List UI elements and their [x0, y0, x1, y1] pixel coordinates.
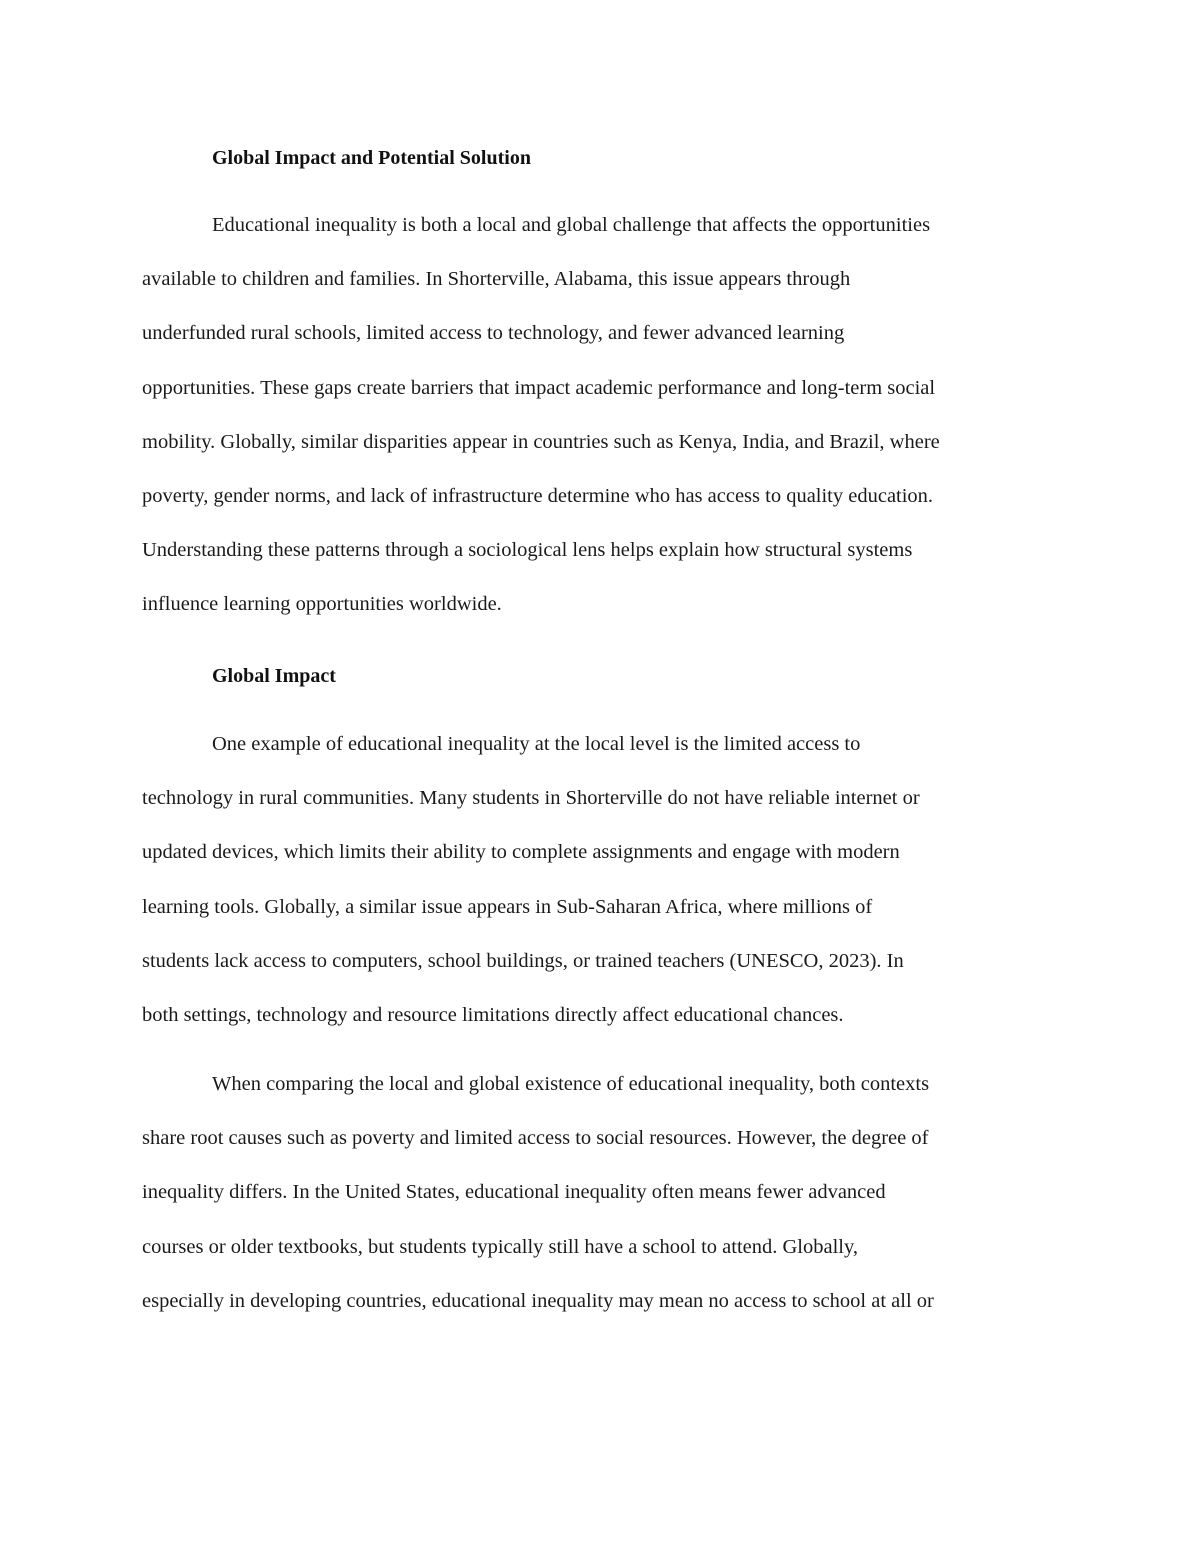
- paragraph-line: inequality differs. In the United States, educational inequality often means fewer advanced: [142, 1181, 886, 1204]
- paragraph-line: share root causes such as poverty and limited access to social resources. However, the degree of: [142, 1127, 929, 1150]
- paragraph-line: Educational inequality is both a local and global challenge that affects the opportunities: [212, 214, 931, 236]
- paragraph-line: mobility. Globally, similar disparities appear in countries such as Kenya, India, and Brazil, where: [142, 430, 940, 453]
- paragraph-line: learning tools. Globally, a similar issue appears in Sub-Saharan Africa, where millions of: [142, 895, 873, 918]
- paragraph-line: poverty, gender norms, and lack of infrastructure determine who has access to quality education.: [142, 484, 934, 507]
- paragraph-line: Understanding these patterns through a sociological lens helps explain how structural systems: [142, 539, 913, 562]
- paragraph-line: especially in developing countries, educational inequality may mean no access to school at all or: [142, 1289, 934, 1312]
- intro-paragraph: [142, 213, 1072, 647]
- page-title: Global Impact and Potential Solution: [212, 147, 531, 169]
- body-paragraph: [142, 732, 1072, 1057]
- paragraph-line: updated devices, which limits their ability to complete assignments and engage with modern: [142, 841, 900, 864]
- paragraph-line: courses or older textbooks, but students typically still have a school to attend. Globally,: [142, 1235, 859, 1258]
- paragraph-line: both settings, technology and resource limitations directly affect educational chances.: [142, 1003, 844, 1026]
- paragraph-line: available to children and families. In Shorterville, Alabama, this issue appears through: [142, 268, 851, 291]
- section-heading: Global Impact: [212, 665, 336, 687]
- paragraph-line: When comparing the local and global existence of educational inequality, both contexts: [212, 1073, 930, 1095]
- paragraph-line: students lack access to computers, school buildings, or trained teachers (UNESCO, 2023). In: [142, 949, 904, 972]
- paragraph-line: underfunded rural schools, limited access to technology, and fewer advanced learning: [142, 322, 845, 345]
- paragraph-line: opportunities. These gaps create barriers that impact academic performance and long-term social: [142, 376, 936, 399]
- paragraph-line: technology in rural communities. Many students in Shorterville do not have reliable internet or: [142, 787, 920, 810]
- body-paragraph: [142, 1072, 1072, 1343]
- paragraph-line: One example of educational inequality at the local level is the limited access to: [212, 733, 861, 755]
- paragraph-line: influence learning opportunities worldwide.: [142, 593, 502, 616]
